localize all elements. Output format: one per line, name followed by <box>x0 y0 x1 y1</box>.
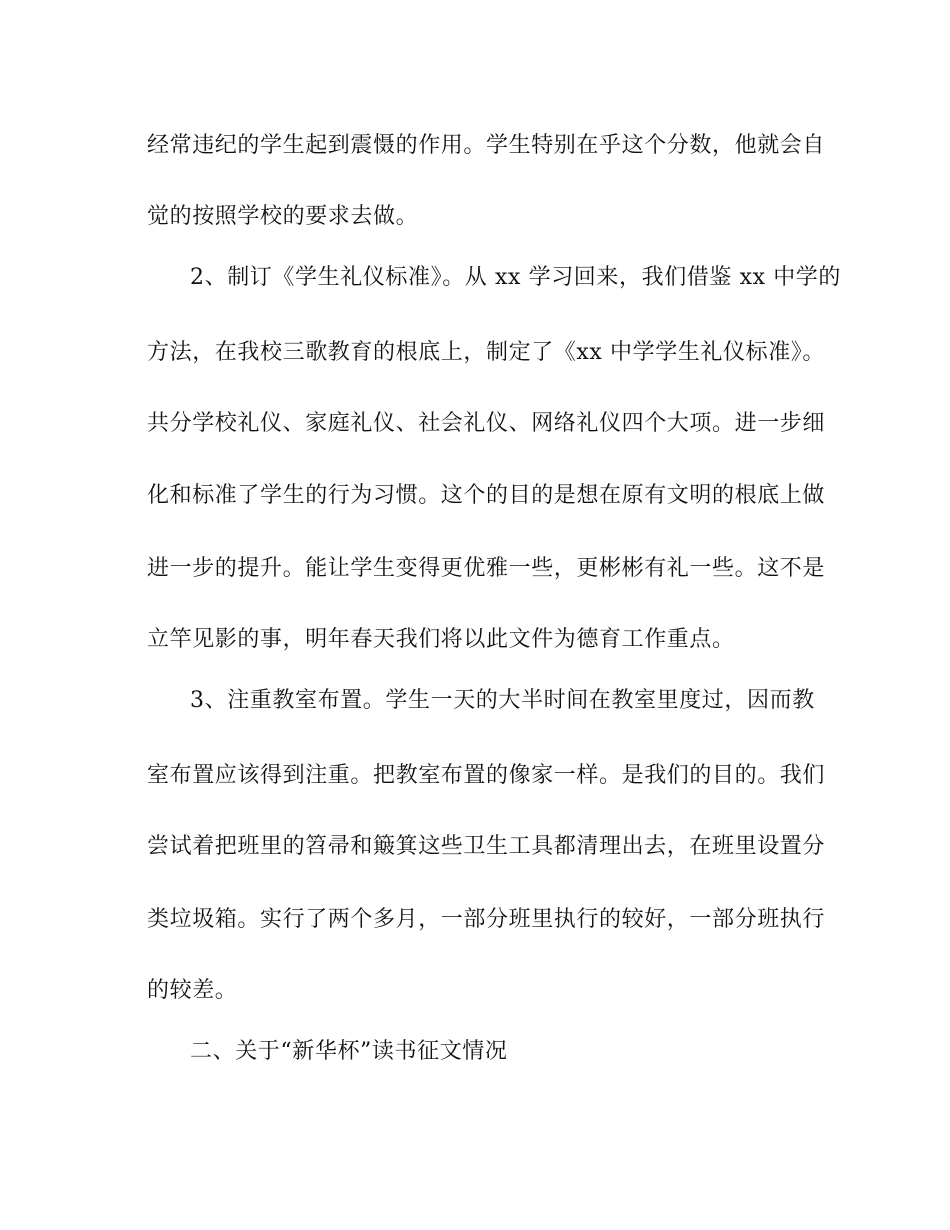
paragraph-line: 经常违纪的学生起到震慑的作用。学生特别在乎这个分数，他就会自 <box>147 133 826 158</box>
paragraph-line: 觉的按照学校的要求去做。 <box>147 204 419 229</box>
paragraph-line: 立竿见影的事，明年春天我们将以此文件为德育工作重点。 <box>147 627 735 652</box>
paragraph-line: 方法，在我校三歌教育的根底上，制定了《xx 中学学生礼仪标准》。 <box>147 340 826 365</box>
paragraph-line: 类垃圾箱。实行了两个多月，一部分班里执行的较好，一部分班执行 <box>147 907 826 932</box>
paragraph-line: 进一步的提升。能让学生变得更优雅一些，更彬彬有礼一些。这不是 <box>147 556 826 581</box>
section-heading: 二、关于“新华杯”读书征文情况 <box>190 1039 508 1064</box>
paragraph-line: 的较差。 <box>147 978 238 1003</box>
paragraph-line: 共分学校礼仪、家庭礼仪、社会礼仪、网络礼仪四个大项。进一步细 <box>147 411 826 436</box>
paragraph-line: 化和标准了学生的行为习惯。这个的目的是想在原有文明的根底上做 <box>147 483 826 508</box>
paragraph-line: 室布置应该得到注重。把教室布置的像家一样。是我们的目的。我们 <box>147 763 826 788</box>
paragraph-line: 3、注重教室布置。学生一天的大半时间在教室里度过，因而教 <box>190 688 815 713</box>
paragraph-line: 尝试着把班里的笤帚和簸箕这些卫生工具都清理出去，在班里设置分 <box>147 834 826 859</box>
paragraph-line: 2、制订《学生礼仪标准》。从 xx 学习回来，我们借鉴 xx 中学的 <box>190 265 842 290</box>
